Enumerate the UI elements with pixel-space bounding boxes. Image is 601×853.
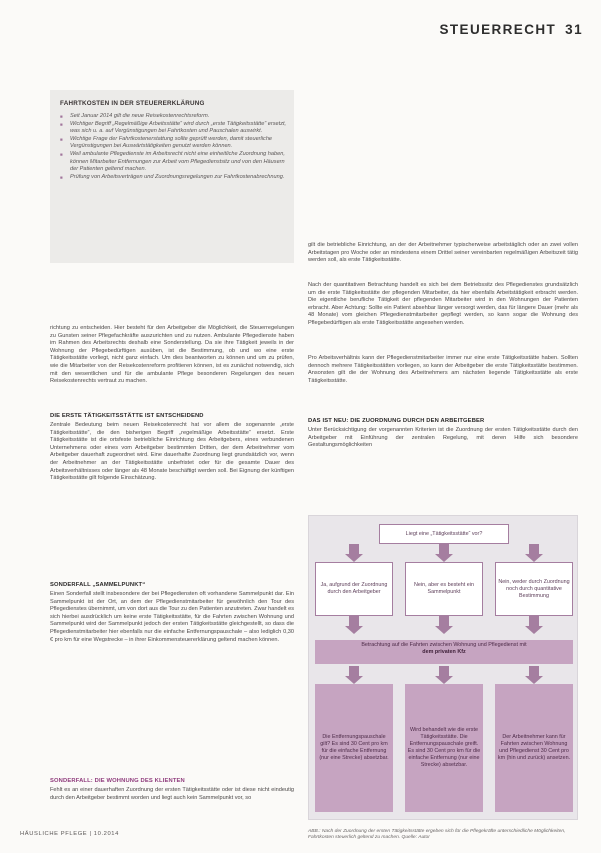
section-header — [440, 22, 584, 37]
diagram-bar-bold: dem privaten Kfz — [422, 649, 466, 655]
arrow-down-left-3 — [345, 666, 363, 684]
diagram-option-zuordnung: Ja, aufgrund der Zuordnung durch den Arbeitgeber — [315, 562, 393, 616]
right-paragraph-3: Pro Arbeitsverhältnis kann der Pflegedienstmitarbeiter immer nur eine erste Tätigkeitsstätte haben. Sollten dennoch mehrere Tätigkeitsstätten vorliegen, so kann der Arbeitgeber die erste Tätigkeitsstätte bestimmen. Ansonsten gilt die der Wohnung des Arbeitnehmers am nächsten liegende Tätigkeitsstätte als erste Tätigkeitsstätte. — [308, 355, 578, 384]
heading-sammelpunkt: SONDERFALL „SAMMELPUNKT“ — [50, 582, 146, 588]
diagram-result-3: Der Arbeitnehmer kann für Fahrten zwischen Wohnung und Pflegedienst 30 Cent pro km (hin und zurück) ansetzen. — [495, 684, 573, 812]
arrow-down-right — [525, 544, 543, 562]
diagram-fahrten-bar — [315, 640, 573, 664]
arrow-down-center-2 — [435, 616, 453, 634]
info-box-item: ■ Wichtiger Begriff „Regelmäßige Arbeitsstätte“ wird durch „erste Tätigkeitsstätte“ ersetzt, was sich u. a. auf Vergünstigungen bei Fahrtkosten und Pauschalen auswirkt. — [60, 121, 288, 136]
diagram-question-box: Liegt eine „Tätigkeitsstätte“ vor? — [379, 524, 509, 544]
info-box — [50, 90, 294, 263]
arrow-down-left-2 — [345, 616, 363, 634]
arrow-down-right-3 — [525, 666, 543, 684]
right-paragraph-2: Nach der quantitativen Betrachtung handelt es sich bei dem Betriebssitz des Pflegedienstes grundsätzlich um die erste Tätigkeitsstätte der pflegenden Mitarbeiter, da hier ebenfalls Arbeitstätigkeit erbracht werden. Die eigentliche berufliche Tätigkeit der pflegenden Mitarbeiter wird in den Wohnungen der Patienten erbracht. Aber Achtung: Sollte ein Patient absehbar länger versorgt werden, das für längere Dauer (mehr als 48 Monate) vom gleichen Pflegedienstmitarbeiter gepflegt werden, so kann sogar die Wohnung des Pflegebedürftigen als erste Tätigkeitsstätte angesehen werden. — [308, 282, 578, 326]
info-box-title: FAHRTKOSTEN IN DER STEUERERKLÄRUNG — [60, 100, 205, 107]
heading-zuordnung-arbeitgeber: DAS IST NEU: DIE ZUORDNUNG DURCH DEN ARBEITGEBER — [308, 418, 485, 424]
arrow-down-center-3 — [435, 666, 453, 684]
paragraph-sammelpunkt: Einen Sonderfall stellt insbesondere der bei Pflegediensten oft vorhandene Sammelpunkt dar. Ein Sammelpunkt ist der Ort, an dem der Pflegedienstmitarbeiter für gewöhnlich den Tour des Pflegedienstes übernimmt, um von dort aus die Tour zu den Patienten anzutreten. Zwar handelt es sich hierbei ausdrücklich um keine erste Tätigkeitsstätte, für die Fahrten zwischen Wohnung und Sammelpunkt wird der Sammelpunkt jedoch der ersten Tätigkeitsstätte gleichgestellt, so dass die Pflegedienstmitarbeiter hier ebenfalls nur die einfache Entfernungspauschale – also lediglich 0,30 € pro km für eine Wegstrecke – in ihrer Einkommensteuererklärung geltend machen können. — [50, 591, 294, 643]
diagram-option-sammelpunkt: Nein, aber es besteht ein Sammelpunkt — [405, 562, 483, 616]
left-intro-paragraph: richtung zu entscheiden. Hier besteht für den Arbeitgeber die Möglichkeit, die Steuerregelungen zu Gunsten seiner Pflegefachkräfte auszurichten und zu nutzen. Ambulante Pflegedienste haben im Rahmen des Arbeitsrechts deshalb eine Sonderstellung. Da sie ihre Tätigkeit jeweils in der Wohnung der Pflegebedürftigen ausüben, ist die Bestimmung, ob und wo eine erste Tätigkeitsstätte vorliegt, nicht ganz einfach. Um dies beantworten zu können und um zu prüfen, wie die Mitarbeiter von der Reisekostenreform profitieren können, ist es zunächst notwendig, sich mit den wesentlichen und für die ambulante Pflege besonderen Regelungen des neuen Reisekostenrechts vertraut zu machen. — [50, 325, 294, 385]
arrow-down-left — [345, 544, 363, 562]
info-box-item: ■ Seit Januar 2014 gilt die neue Reisekostenrechtsreform. — [60, 113, 288, 121]
info-box-item: ■ Wichtige Frage der Fahrtkostenerstattung sollte geprüft werden, damit steuerliche Vergünstigungen bei Auswärtstätigkeiten genutzt werden können. — [60, 136, 288, 151]
paragraph-wohnung-des-klienten: Fehlt es an einer dauerhaften Zuordnung der ersten Tätigkeitsstätte oder ist diese nicht eindeutig durch den Arbeitgeber bestimmt worden und liegt auch kein Sammelpunkt vor, so — [50, 787, 294, 801]
info-box-item: ■ Prüfung von Arbeitsverträgen und Zuordnungsregelungen zur Fahrtkostenabrechnung. — [60, 174, 288, 182]
diagram-result-2: Wird behandelt wie die erste Tätigkeitsstätte. Die Entfernungspauschale greift. Es sind 30 Cent pro km für die einfache Entfernung (nur eine Strecke) absetzbar. — [405, 684, 483, 812]
page-number: 31 — [565, 22, 583, 37]
section-title: STEUERRECHT — [439, 22, 557, 37]
figure-caption: ABB.: Nach der Zuordnung der ersten Tätigkeitsstätte ergeben sich für die Pflegekräfte unterschiedliche Möglichkeiten, Fahrtkosten steuerlich geltend zu machen. Quelle: Autor — [308, 829, 566, 841]
diagram-bar-text: Betrachtung auf die Fahrten zwischen Wohnung und Pflegedienst mit — [361, 642, 527, 648]
heading-erste-taetigkeitsstaette: DIE ERSTE TÄTIGKEITSSTÄTTE IST ENTSCHEIDEND — [50, 413, 204, 419]
arrow-down-right-2 — [525, 616, 543, 634]
info-box-list — [60, 113, 288, 181]
right-paragraph-1: gilt die betriebliche Einrichtung, an der der Arbeitnehmer typischerweise arbeitstäglich oder an zwei vollen Arbeitstagen pro Woche oder an mindestens einem Drittel seiner vereinbarten regelmäßigen Arbeitszeit tätig werden soll, als erste Tätigkeitsstätte. — [308, 242, 578, 264]
flow-diagram — [308, 515, 578, 820]
diagram-option-keine-zuordnung: Nein, weder durch Zuordnung noch durch quantitative Bestimmung — [495, 562, 573, 616]
arrow-down-center — [435, 544, 453, 562]
heading-wohnung-des-klienten: SONDERFALL: DIE WOHNUNG DES KLIENTEN — [50, 778, 185, 784]
diagram-result-1: Die Entfernungspauschale gilt? Es sind 30 Cent pro km für die einfache Entfernung (nur eine Strecke) absetzbar. — [315, 684, 393, 812]
paragraph-erste-taetigkeitsstaette: Zentrale Bedeutung beim neuen Reisekostenrecht hat vor allem die sogenannte „erste Tätigkeitsstätte“, die den bisherigen Begriff „regelmäßige Arbeitsstätte“ ersetzt. Erste Tätigkeitsstätte ist die ortsfeste betriebliche Einrichtung des Arbeitgebers, eines verbundenen Unternehmens oder eines vom Arbeitgeber bestimmten Dritten, der dem Arbeitnehmer vom Arbeitgeber dauerhaft zugeordnet wird. Eine dauerhafte Zuordnung liegt grundsätzlich vor, wenn der Arbeitnehmer an der Tätigkeitsstätte unbefristet oder für die gesamte Dauer des Arbeitsverhältnisses oder länger als 48 Monate beschäftigt werden soll. Bei Eignung der künftigen Tätigkeitsstätte gilt folgende Einschätzung. — [50, 422, 294, 482]
page-footer: HÄUSLICHE PFLEGE | 10.2014 — [20, 831, 119, 837]
right-paragraph-4: Unter Berücksichtigung der vorgenannten Kriterien ist die Zuordnung der ersten Tätigkeitsstätte durch den Arbeitgeber mit Einführung der zentralen Regelung, mit deren Hilfe sich besondere Gestaltungsmöglichkeiten — [308, 427, 578, 449]
info-box-item: ■ Weil ambulante Pflegedienste im Arbeitsrecht nicht eine einheitliche Zuordnung haben, können Mitarbeiter Entfernungen zur Arbeit vom Pflegedienstsitz und von den Häusern der Patienten geltend machen. — [60, 151, 288, 174]
